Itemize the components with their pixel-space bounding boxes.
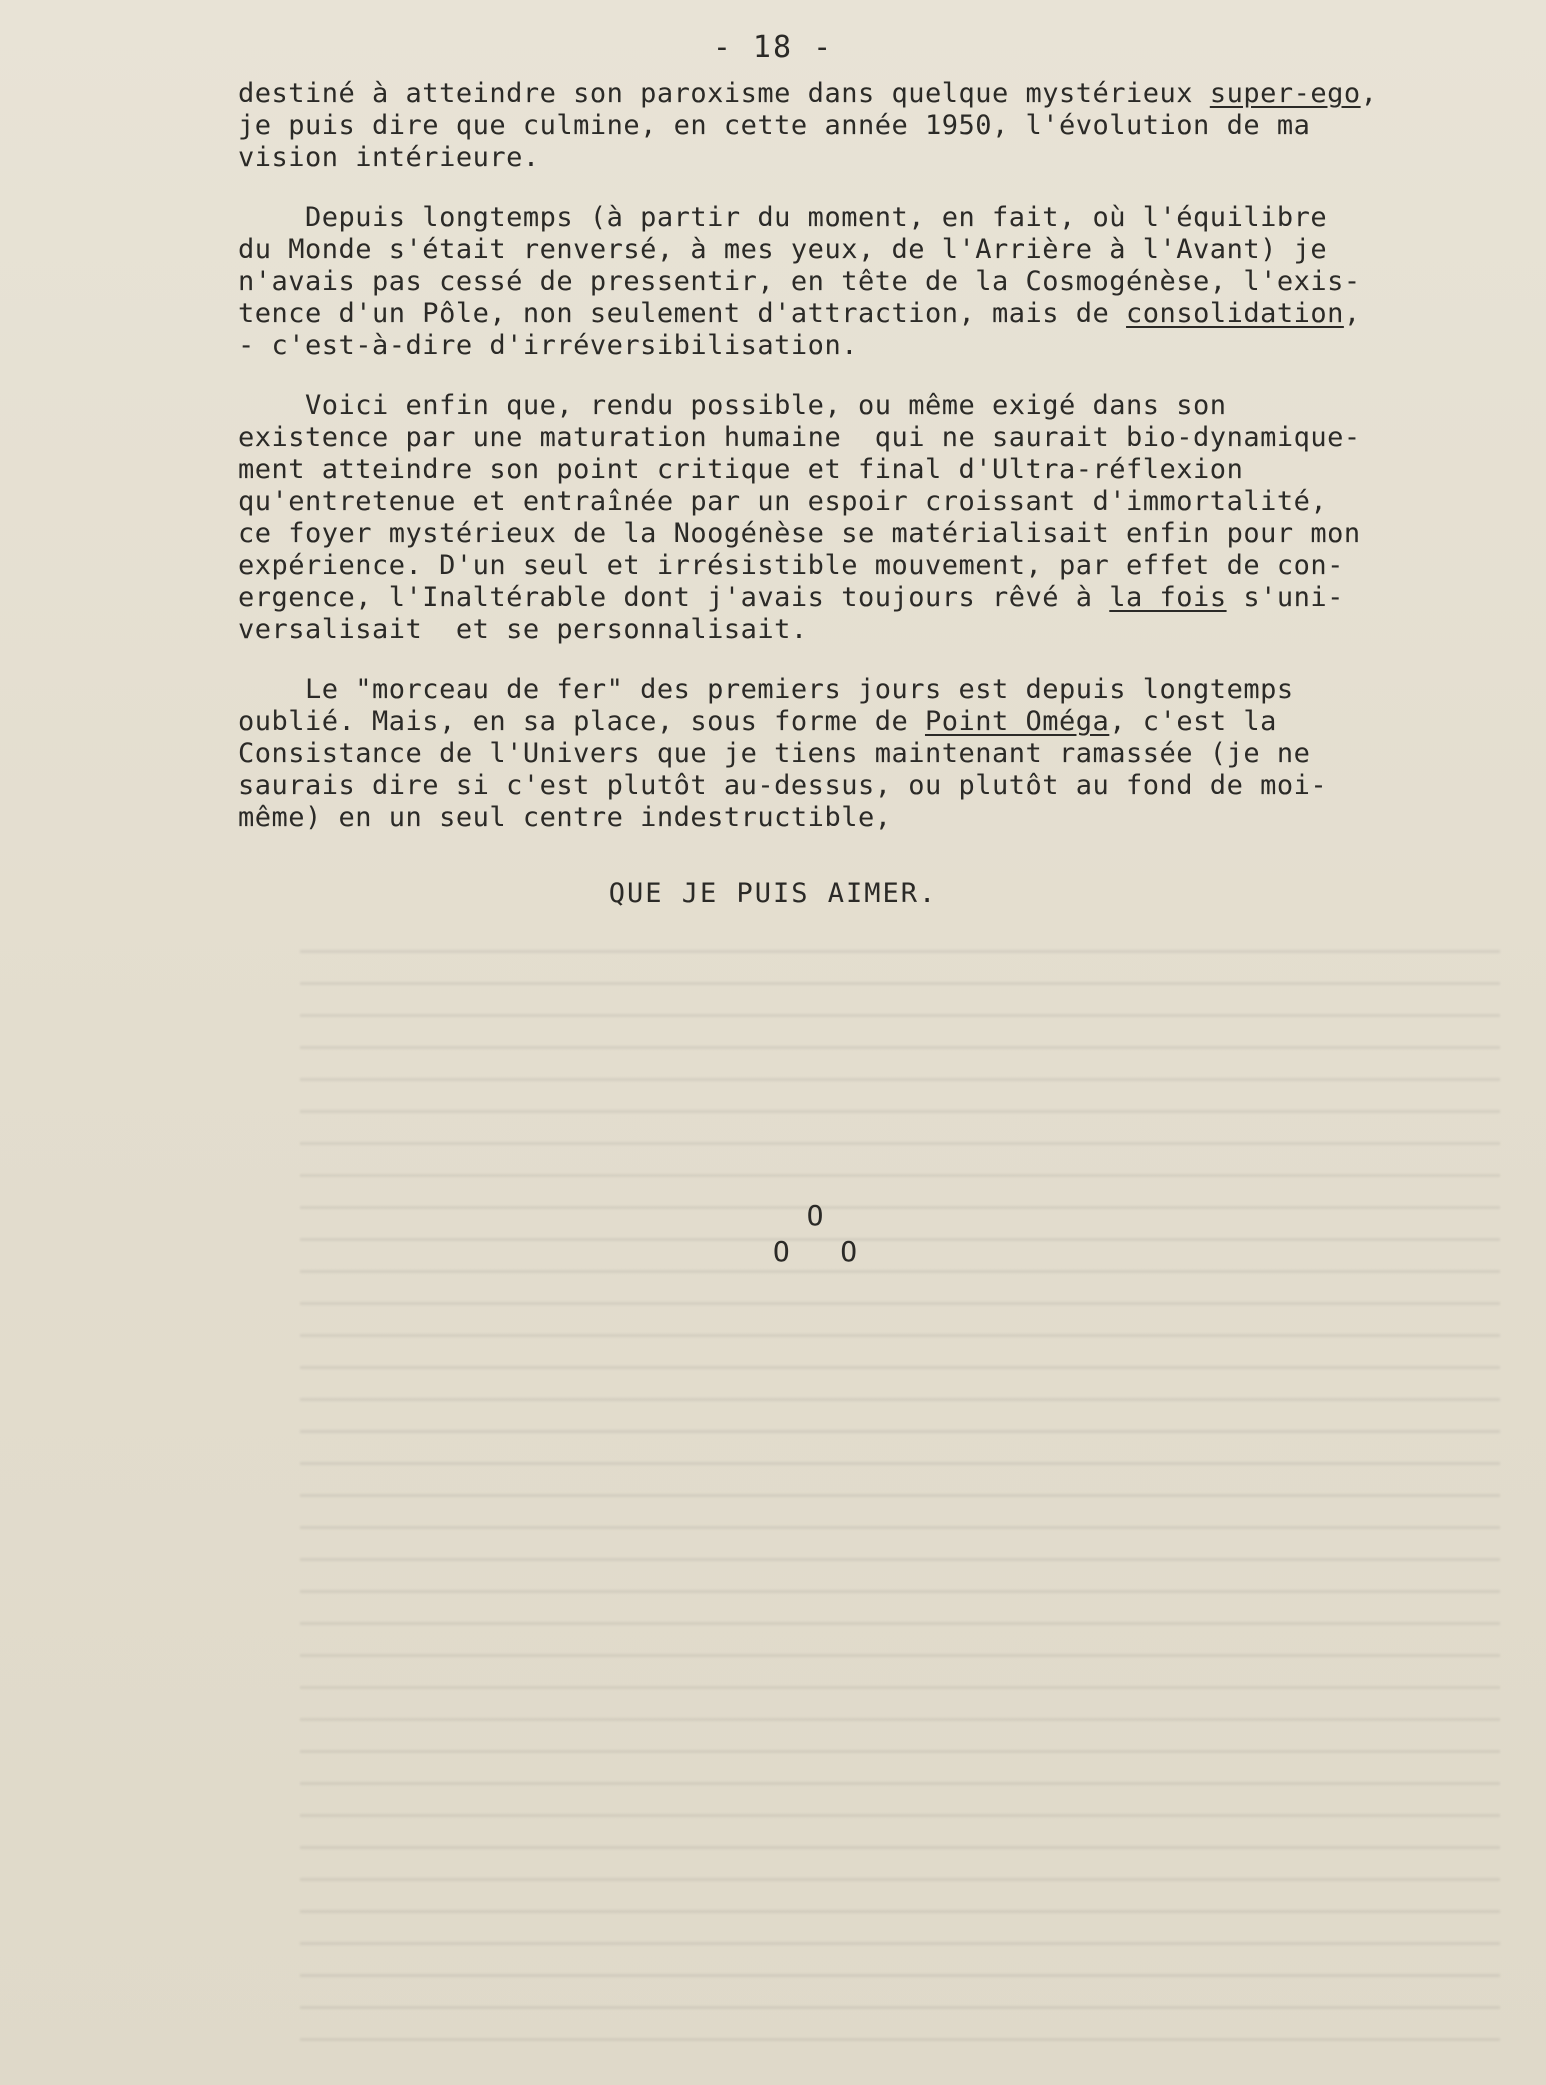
- line-text: existence par une maturation humaine qui ne saurait bio-dynamique-: [238, 422, 1361, 453]
- line-text: vision intérieure.: [238, 142, 540, 173]
- text-line: [238, 234, 1498, 266]
- line-text-tail: s'uni-: [1226, 582, 1344, 613]
- line-text: qu'entretenue et entraînée par un espoir croissant d'immortalité,: [238, 486, 1328, 517]
- line-text: ergence, l'Inaltérable dont j'avais toujours rêvé à: [238, 582, 1110, 613]
- text-line: [238, 770, 1498, 802]
- text-line: [238, 454, 1498, 486]
- paragraph: [238, 674, 1498, 834]
- text-line: [238, 706, 1498, 738]
- line-text: Voici enfin que, rendu possible, ou même exigé dans son: [238, 390, 1227, 421]
- ornament-bottom: O O: [772, 1235, 858, 1268]
- ornament-top: O: [806, 1199, 824, 1232]
- text-line: [238, 518, 1498, 550]
- text-line: [238, 110, 1498, 142]
- line-text-tail: , c'est la: [1109, 706, 1277, 737]
- text-line: [238, 674, 1498, 706]
- line-text: du Monde s'était renversé, à mes yeux, de l'Arrière à l'Avant) je: [238, 234, 1328, 265]
- underlined-term: la fois: [1109, 582, 1227, 613]
- line-text: - c'est-à-dire d'irréversibilisation.: [238, 330, 858, 361]
- closing-line: QUE JE PUIS AIMER.: [608, 878, 938, 909]
- text-line: [238, 582, 1498, 614]
- line-text: Consistance de l'Univers que je tiens maintenant ramassée (je ne: [238, 738, 1311, 769]
- line-text: saurais dire si c'est plutôt au-dessus, ou plutôt au fond de moi-: [238, 770, 1328, 801]
- text-line: [238, 298, 1498, 330]
- line-text: je puis dire que culmine, en cette année 1950, l'évolution de ma: [238, 110, 1311, 141]
- line-text: n'avais pas cessé de pressentir, en tête de la Cosmogénèse, l'exis-: [238, 266, 1361, 297]
- line-text: Depuis longtemps (à partir du moment, en fait, où l'équilibre: [238, 202, 1328, 233]
- page-number: - 18 -: [712, 30, 834, 65]
- text-line: [238, 390, 1498, 422]
- paragraph: [238, 202, 1498, 362]
- text-line: [238, 266, 1498, 298]
- paragraph: [238, 390, 1498, 646]
- text-line: [238, 422, 1498, 454]
- show-through-from-reverse: [300, 950, 1500, 2050]
- line-text: ce foyer mystérieux de la Noogénèse se matérialisait enfin pour mon: [238, 518, 1361, 549]
- line-text: oublié. Mais, en sa place, sous forme de: [238, 706, 925, 737]
- paragraph: [238, 78, 1498, 174]
- underlined-term: Point Oméga: [924, 706, 1110, 737]
- line-text: même) en un seul centre indestructible,: [238, 802, 892, 833]
- line-text: tence d'un Pôle, non seulement d'attraction, mais de: [238, 298, 1127, 329]
- section-ornament: [760, 1198, 870, 1270]
- underlined-term: super-ego: [1209, 78, 1361, 109]
- line-text: expérience. D'un seul et irrésistible mouvement, par effet de con-: [238, 550, 1344, 581]
- text-line: [238, 550, 1498, 582]
- text-line: [238, 738, 1498, 770]
- line-text-tail: ,: [1343, 298, 1361, 329]
- line-text-tail: ,: [1360, 78, 1378, 109]
- text-line: [238, 142, 1498, 174]
- text-line: [238, 486, 1498, 518]
- text-line: [238, 614, 1498, 646]
- line-text: destiné à atteindre son paroxisme dans quelque mystérieux: [238, 78, 1210, 109]
- underlined-term: consolidation: [1126, 298, 1344, 329]
- text-line: [238, 330, 1498, 362]
- body-text: [238, 78, 1498, 862]
- text-line: [238, 802, 1498, 834]
- line-text: Le "morceau de fer" des premiers jours est depuis longtemps: [238, 674, 1294, 705]
- text-line: [238, 78, 1498, 110]
- line-text: versalisait et se personnalisait.: [238, 614, 808, 645]
- text-line: [238, 202, 1498, 234]
- line-text: ment atteindre son point critique et final d'Ultra-réflexion: [238, 454, 1244, 485]
